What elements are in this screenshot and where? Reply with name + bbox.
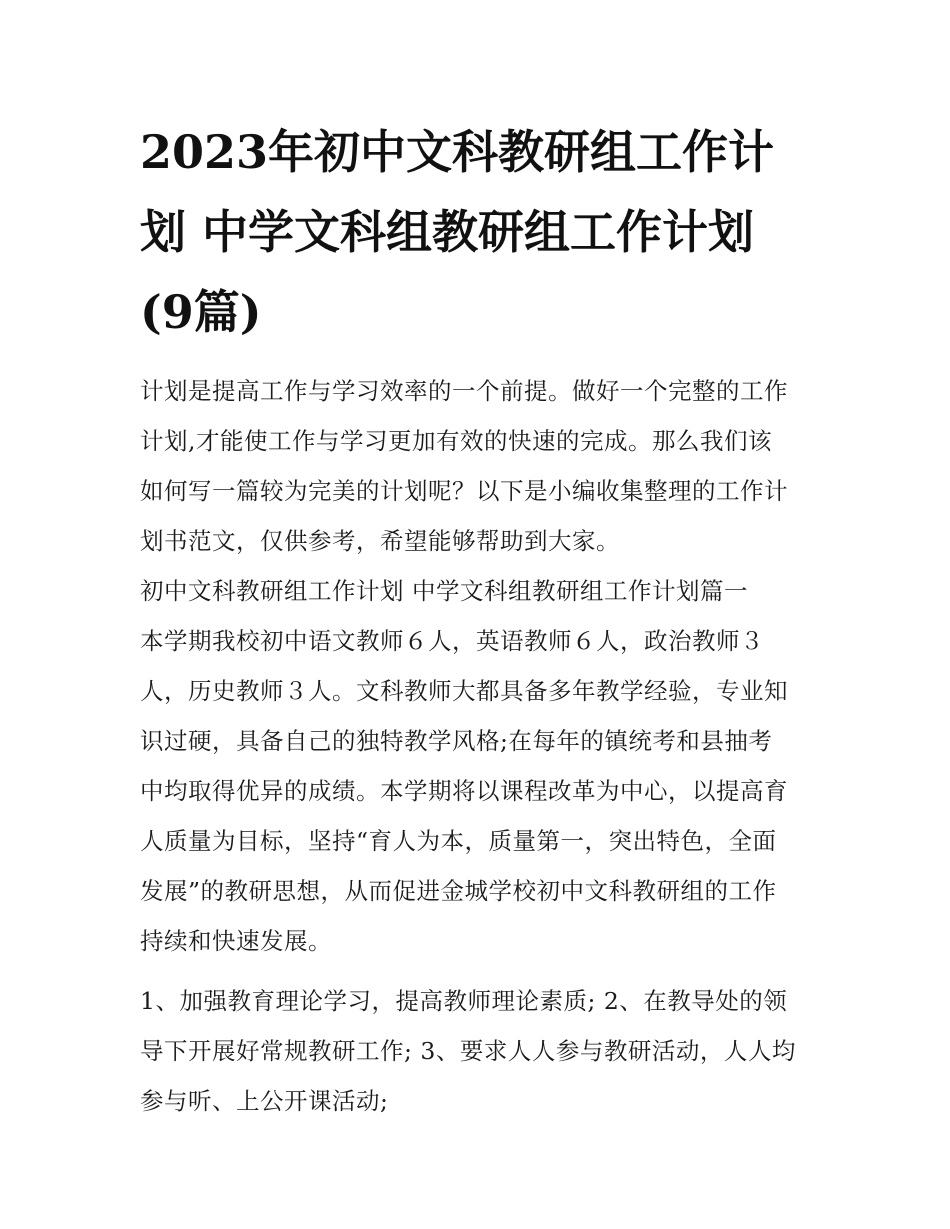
- text-line: 人，历史教师３人。文科教师大都具备多年教学经验，专业知: [140, 677, 788, 705]
- title-line: 2023年初中文科教研组工作计: [140, 125, 775, 179]
- text-line: 计划是提高工作与学习效率的一个前提。做好一个完整的工作: [140, 377, 788, 405]
- document-page: [140, 112, 815, 1126]
- list-paragraph: [140, 976, 815, 1126]
- text-line: 导下开展好常规教研工作; 3、要求人人参与教研活动，人人均: [140, 1037, 796, 1065]
- text-line: 1、加强教育理论学习，提高教师理论素质; 2、在教导处的领: [140, 987, 788, 1015]
- text-line: 参与听、上公开课活动;: [140, 1087, 389, 1115]
- title-line: 划 中学文科组教研组工作计划: [140, 205, 755, 259]
- title-line: (9篇): [140, 285, 262, 339]
- section-paragraph: [140, 616, 815, 966]
- text-line: 中均取得优异的成绩。本学期将以课程改革为中心，以提高育: [140, 777, 788, 805]
- text-line: 划书范文，仅供参考，希望能够帮助到大家。: [140, 527, 620, 555]
- document-body: [140, 366, 815, 1126]
- section-heading: 初中文科教研组工作计划 中学文科组教研组工作计划篇一: [140, 577, 748, 605]
- text-line: 如何写一篇较为完美的计划呢？以下是小编收集整理的工作计: [140, 477, 788, 505]
- text-line: 识过硬，具备自己的独特教学风格;在每年的镇统考和县抽考: [140, 727, 773, 755]
- document-title: [140, 112, 815, 352]
- text-line: 计划,才能使工作与学习更加有效的快速的完成。那么我们该: [140, 427, 772, 455]
- intro-paragraph: [140, 366, 815, 566]
- text-line: 人质量为目标，坚持“育人为本，质量第一，突出特色，全面: [140, 827, 777, 855]
- text-line: 本学期我校初中语文教师６人，英语教师６人，政治教师３: [140, 627, 764, 655]
- text-line: 持续和快速发展。: [140, 927, 332, 955]
- text-line: 发展”的教研思想，从而促进金城学校初中文科教研组的工作: [140, 877, 777, 905]
